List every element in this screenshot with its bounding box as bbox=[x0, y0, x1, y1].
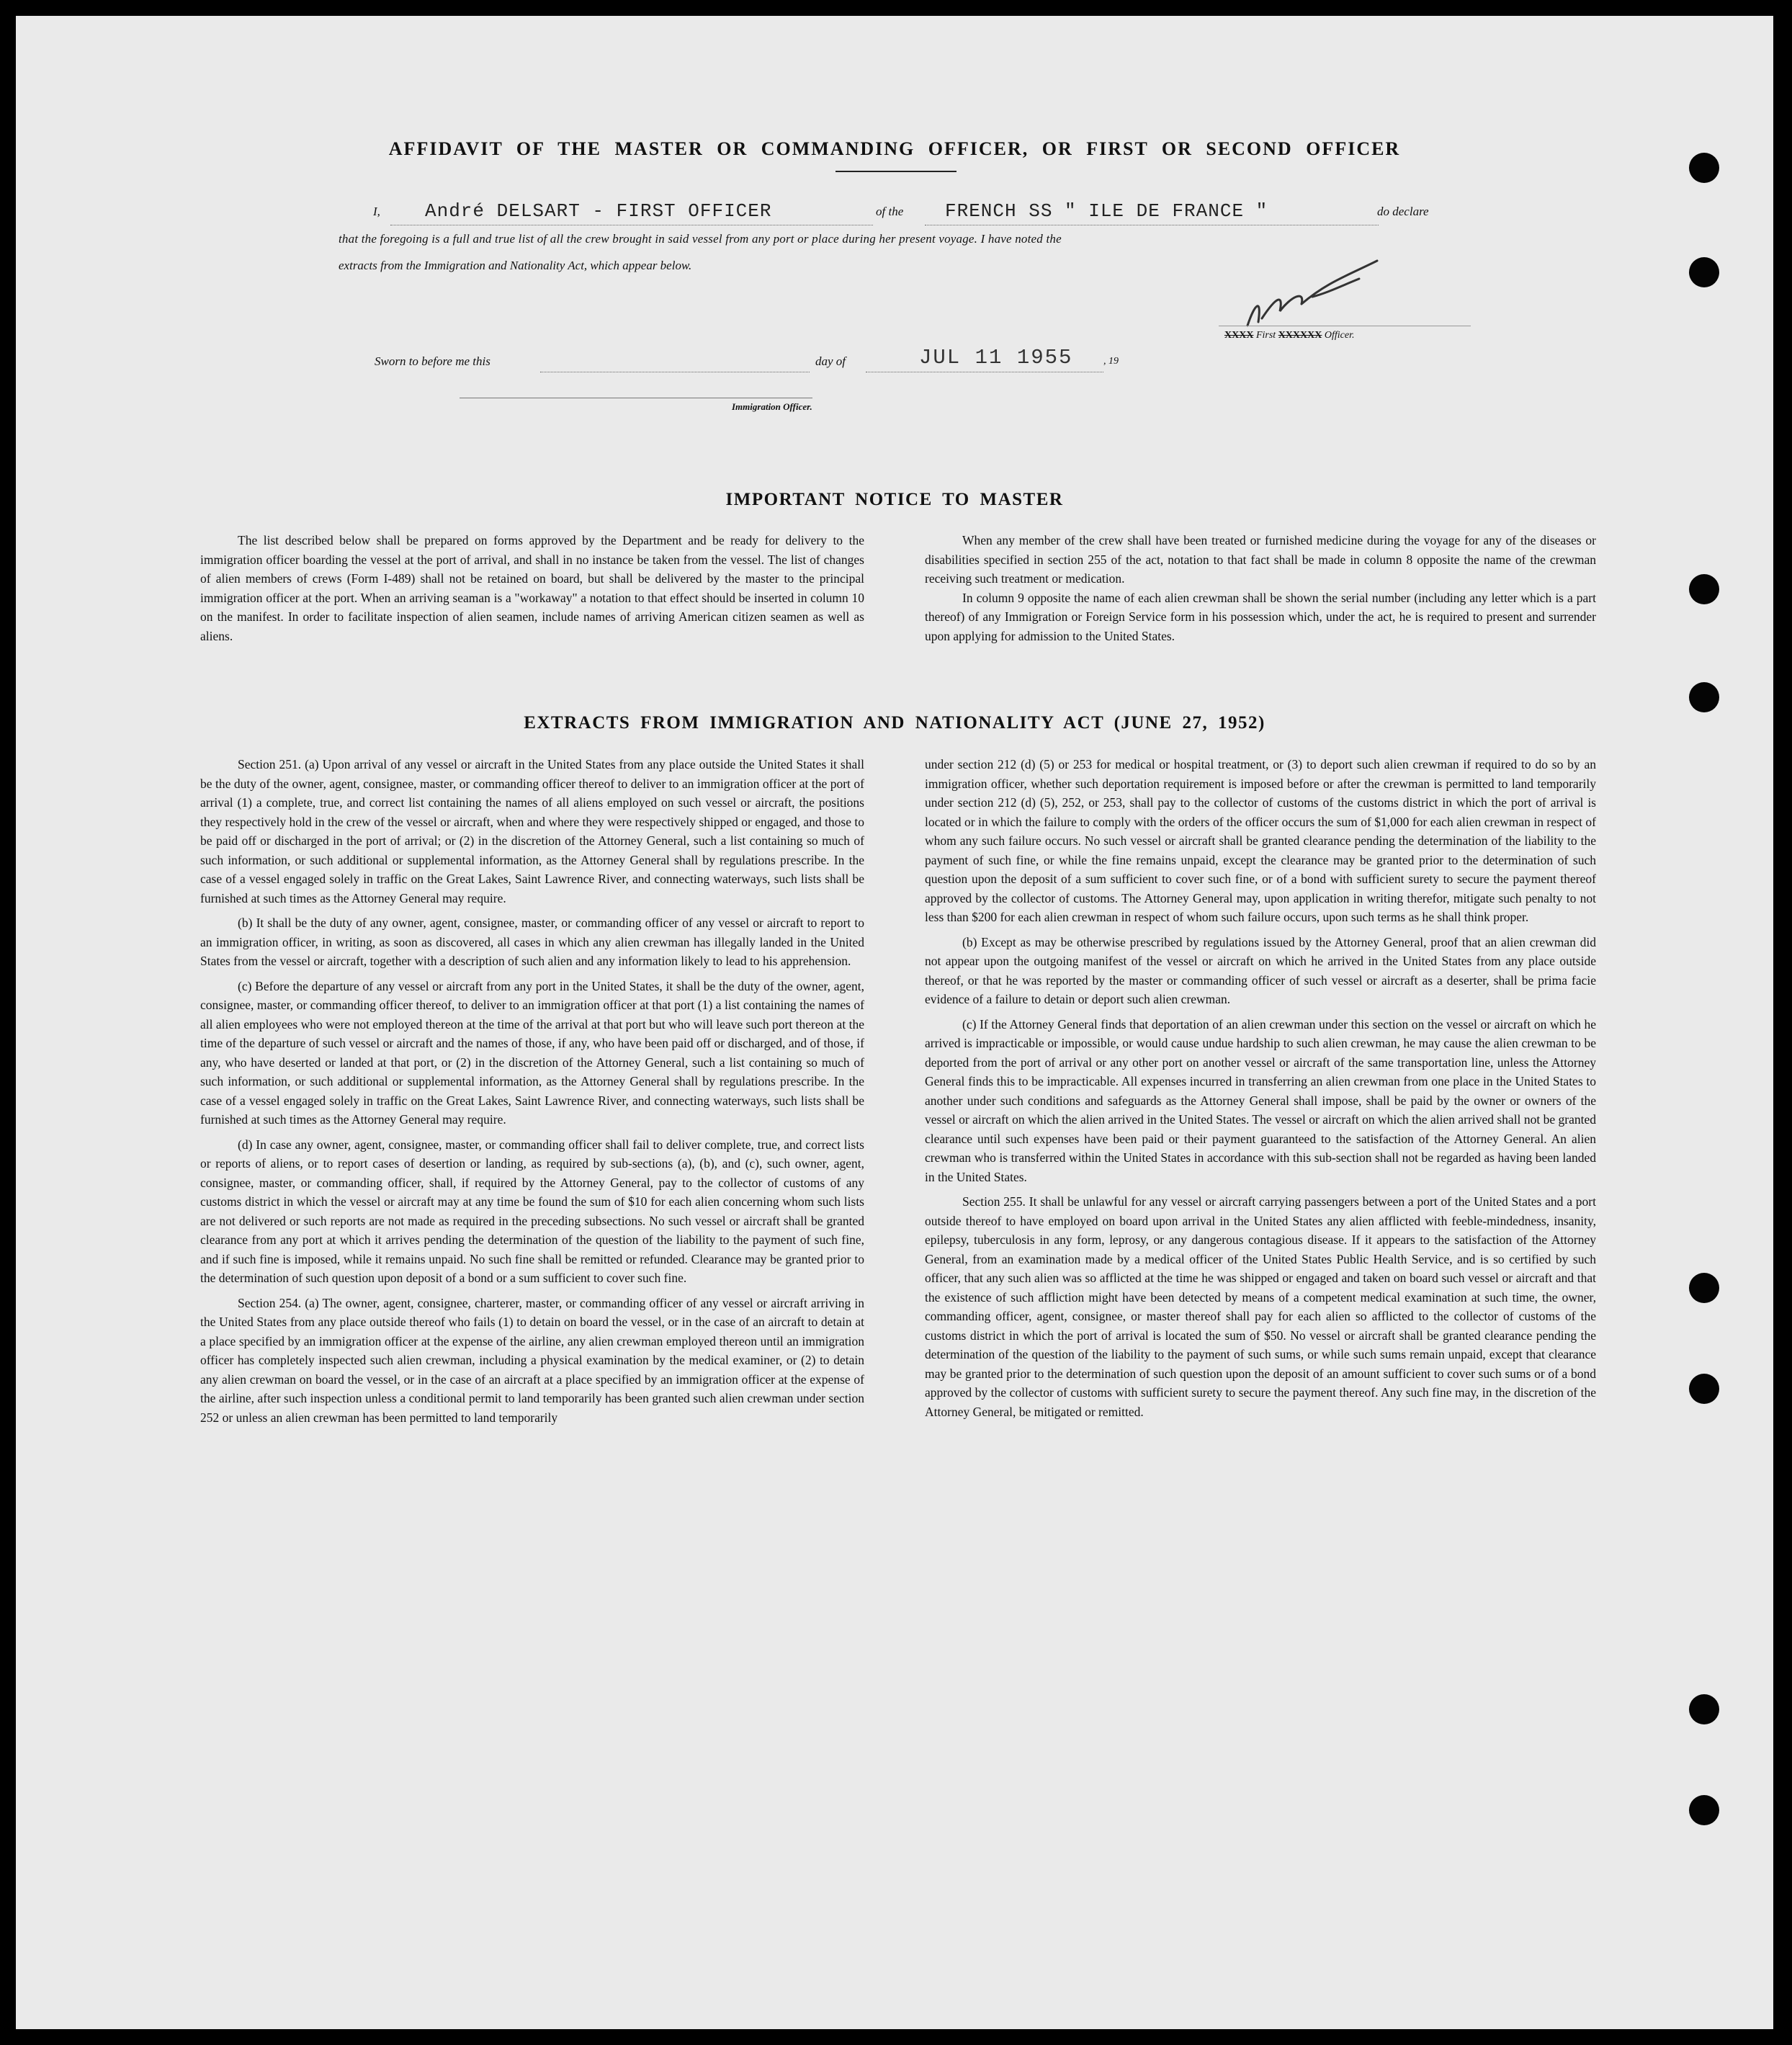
officer-signature bbox=[1233, 254, 1392, 333]
extracts-right-column bbox=[925, 755, 1596, 1427]
affidavit-title: AFFIDAVIT OF THE MASTER OR COMMANDING OFFICER, OR FIRST OR SECOND OFFICER bbox=[388, 138, 1401, 159]
punch-hole bbox=[1689, 1694, 1719, 1724]
officer-caption bbox=[1224, 330, 1354, 341]
punch-hole bbox=[1689, 574, 1719, 604]
section-251-b: (b) It shall be the duty of any owner, agent, consignee, master, or commanding officer of any vessel or aircraft to report to an immigration officer, in writing, as soon as discovered, all cases in which any alien crewman has illegally landed in the United States from the vessel or aircraft, together with a description of such alien and any information likely to lead to his apprehension. bbox=[200, 916, 864, 968]
section-251-a: Section 251. (a) Upon arrival of any vessel or aircraft in the United States from any place outside the United States it shall be the duty of the owner, agent, consignee, master, or commanding officer thereof to deliver to an immigration officer at the port of arrival (1) a complete, true, and correct list containing the names of all aliens employed on such vessel or aircraft, the positions they respectively hold in the crew of the vessel or aircraft, when and where they were respectively shipped or engaged, and those to be paid off or discharged in the port of arrival; or (2) in the discretion of the Attorney General, such a list containing so much of such information, or such additional or supplemental information, as the Attorney General shall by regulations prescribe. In the case of a vessel engaged solely in traffic on the Great Lakes, Saint Lawrence River, and connecting waterways, such lists shall be furnished at such times as the Attorney General may require. bbox=[200, 757, 864, 905]
section-255: Section 255. It shall be unlawful for any vessel or aircraft carrying passengers between a port of the United States and a port outside thereof to have employed on board upon arrival in the United States any alien afflicted with feeble-mindedness, insanity, epilepsy, tuberculosis in any form, leprosy, or any dangerous contagious disease. If it appears to the satisfaction of the Attorney General, from an examination made by a medical officer of the United States Public Health Service, and is so certified by such officer, that any such alien was so afflicted at the time he was shipped or engaged and taken on board such vessel or aircraft and that the existence of such affliction might have been detected by means of a competent medical examination at such time, the owner, commanding officer, agent, consignee, or master thereof shall pay for each alien so afflicted to the collector of customs of the customs district in which the port of arrival is located the sum of $50. No vessel or aircraft shall be granted clearance pending the determination of the question of the liability to the payment of such sums, or while such sums remain unpaid, except that clearance may be granted prior to the determination of such question upon the deposit of an amount sufficient to cover such sums or of a bond approved by the collector of customs with sufficient surety to secure the payment thereof. Any such fine may, in the discretion of the Attorney General, be mitigated or remitted. bbox=[925, 1194, 1596, 1419]
label-of-the: of the bbox=[876, 205, 904, 218]
section-251-d: (d) In case any owner, agent, consignee, master, or commanding officer shall fail to deliver complete, true, and correct lists or reports of aliens, or to report cases of desertion or landing, as required by sub-sections (a), (b), and (c), such owner, agent, consignee, master, or commanding officer, shall, if required by the Attorney General, pay to the collector of customs of any customs district in which the vessel or aircraft may at any time be found the sum of $10 for each alien concerning whom such lists are not delivered or such reports are not made as required in the preceding subsections. No such vessel or aircraft shall be granted clearance from any port at which it arrives pending the determination of the question of the liability to the payment of such fine, and if such fine is imposed, while it remains unpaid. No such fine shall be remitted or refunded. Clearance may be granted prior to the determination of such question upon deposit of a bond or a sum sufficient to cover such fine. bbox=[200, 1137, 864, 1285]
notice-heading: IMPORTANT NOTICE TO MASTER bbox=[725, 490, 1064, 509]
section-254-b: (b) Except as may be otherwise prescribed by regulations issued by the Attorney General, proof that an alien crewman did not appear upon the outgoing manifest of the vessel or aircraft on which he arrived in the United States from any place outside thereof, or that he was reported by the master or commanding officer of such vessel or aircraft as a deserter, shall be prima facie evidence of a failure to detain or deport such alien crewman. bbox=[925, 934, 1596, 1006]
section-254-a-continued: under section 212 (d) (5) or 253 for medical or hospital treatment, or (3) to deport such alien crewman if required to do so by an immigration officer, whether such deportation requirement is imposed before or after the crewman is permitted to land temporarily under section 212 (d) (5), 252, or 253, shall pay to the collector of customs of the customs district in which the port of arrival is located or in which the failure to comply with the orders of the officer occurs the sum of $1,000 for each alien crewman in respect of whom any such failure occurs. No such vessel or aircraft shall be granted clearance pending the determination of the liability to the payment of such fine, or while the fine remains unpaid, except the clearance may be granted prior to the determination of such question upon the deposit of a sum sufficient to cover such fine, or of a bond with sufficient surety to secure the payment thereof approved by the collector of customs. The Attorney General may, upon application in writing therefor, mitigate such penalty to not less than $200 for each alien crewman in respect of whom such failure occurs, upon such terms as he shall think proper. bbox=[925, 757, 1596, 924]
caption-struck-2: XXXXXX bbox=[1278, 330, 1322, 341]
vessel-name-field[interactable]: FRENCH SS " ILE DE FRANCE " bbox=[945, 200, 1268, 222]
punch-hole bbox=[1689, 1374, 1719, 1404]
declaration-line-2: extracts from the Immigration and Nationality Act, which appear below. bbox=[339, 259, 692, 272]
punch-hole bbox=[1689, 1273, 1719, 1303]
extracts-left-column bbox=[200, 755, 864, 1433]
section-254-a: Section 254. (a) The owner, agent, consignee, charterer, master, or commanding officer of any vessel or aircraft arriving in the United States from any place outside thereof who fails (1) to detain on board the vessel, or in the case of an aircraft to detain at a place specified by an immigration officer at the expense of the airline, any alien crewman employed thereon until an immigration officer has completely inspected such alien crewman, including a physical examination by the medical examiner, or (2) to detain any alien crewman on board the vessel, or in the case of an aircraft at a place specified by an immigration officer at the expense of the airline, after such inspection unless a conditional permit to land temporarily has been granted such alien crewman under section 252 or unless an alien crewman has been permitted to land temporarily bbox=[200, 1295, 864, 1425]
extracts-heading: EXTRACTS FROM IMMIGRATION AND NATIONALITY ACT (JUNE 27, 1952) bbox=[524, 713, 1265, 733]
title-divider bbox=[835, 171, 957, 172]
immigration-officer-label: Immigration Officer. bbox=[732, 401, 812, 412]
section-251-c: (c) Before the departure of any vessel or aircraft from any port in the United States, it shall be the duty of the owner, agent, consignee, master, or commanding officer thereof, to deliver to an immigration officer at that port (1) a list containing the names of all alien employees who were not employed thereon at the time of the arrival at that port but who will leave such port thereon at the time of the departure of such vessel or aircraft and the names of those, if any, who have been paid off or discharged, and of those, if any, who have deserted or landed at that port, or (2) in the discretion of the Attorney General, such a list containing so much of such information, or such additional or supplemental information, as the Attorney General shall by regulations prescribe. In the case of a vessel engaged solely in traffic on the Great Lakes, Saint Lawrence River, and connecting waterways, such lists shall be furnished at such times as the Attorney General may require. bbox=[200, 978, 864, 1127]
section-254-c: (c) If the Attorney General finds that deportation of an alien crewman under this section on the vessel or aircraft on which he arrived is impracticable or impossible, or would cause undue hardship to such alien crewman, he may cause the alien crewman to be deported from the port of arrival or any other port on another vessel or aircraft of the same transportation line, unless the Attorney General finds this to be impracticable. All expenses incurred in transferring an alien crewman from one place in the United States to another under such conditions and safeguards as the Attorney General shall impose, shall be paid by the owner or owners of the vessel or aircraft on which the alien arrived in the United States. The vessel or aircraft on which the alien arrived shall not be granted clearance until such expenses have been paid or their payment guaranteed to the satisfaction of the Attorney General. An alien crewman who is transferred within the United States in accordance with this sub-section shall not be regarded as having been landed in the United States. bbox=[925, 1016, 1596, 1184]
label-do-declare: do declare bbox=[1377, 205, 1429, 218]
notice-right-paragraph-2: In column 9 opposite the name of each alien crewman shall be shown the serial number (including any letter which is a part thereof) of any Immigration or Foreign Service form in his possession which, under the act, he is required to present and surrender upon applying for admission to the United States. bbox=[925, 590, 1596, 643]
officer-name-field[interactable]: André DELSART - FIRST OFFICER bbox=[425, 200, 772, 222]
punch-hole bbox=[1689, 682, 1719, 712]
notice-right-column bbox=[925, 531, 1596, 645]
document-page bbox=[16, 16, 1773, 2029]
date-stamp: JUL 11 1955 bbox=[919, 346, 1073, 370]
caption-first: First bbox=[1255, 330, 1276, 341]
day-of-label: day of bbox=[815, 354, 846, 368]
caption-officer: Officer. bbox=[1324, 330, 1355, 341]
label-i: I, bbox=[373, 205, 380, 218]
declaration-line-1: that the foregoing is a full and true list of all the crew brought in said vessel from any port or place during her present voyage. I have noted the bbox=[339, 232, 1062, 246]
caption-struck-1: XXXX bbox=[1224, 330, 1254, 341]
punch-hole bbox=[1689, 257, 1719, 287]
sworn-label: Sworn to before me this bbox=[375, 354, 490, 368]
year-label: , 19 bbox=[1103, 356, 1119, 367]
punch-hole bbox=[1689, 1795, 1719, 1825]
notice-left-paragraph: The list described below shall be prepared on forms approved by the Department and be ready for delivery to the immigration officer boarding the vessel at the port of arrival, and shall in no instance be taken from the vessel. The list of changes of alien members of crews (Form I-489) shall not be retained on board, but shall be delivered by the master to the principal immigration officer at the port. When an arriving seaman is a "workaway" a notation to that effect should be inserted in column 10 on the manifest. In order to facilitate inspection of alien seamen, include names of arriving American citizen seamen as well as aliens. bbox=[200, 533, 864, 643]
notice-left-column bbox=[200, 531, 864, 645]
notice-right-paragraph-1: When any member of the crew shall have been treated or furnished medicine during the voyage for any of the diseases or disabilities specified in section 255 of the act, notation to that fact shall be made in column 8 opposite the name of the crewman receiving such treatment or medication. bbox=[925, 533, 1596, 586]
